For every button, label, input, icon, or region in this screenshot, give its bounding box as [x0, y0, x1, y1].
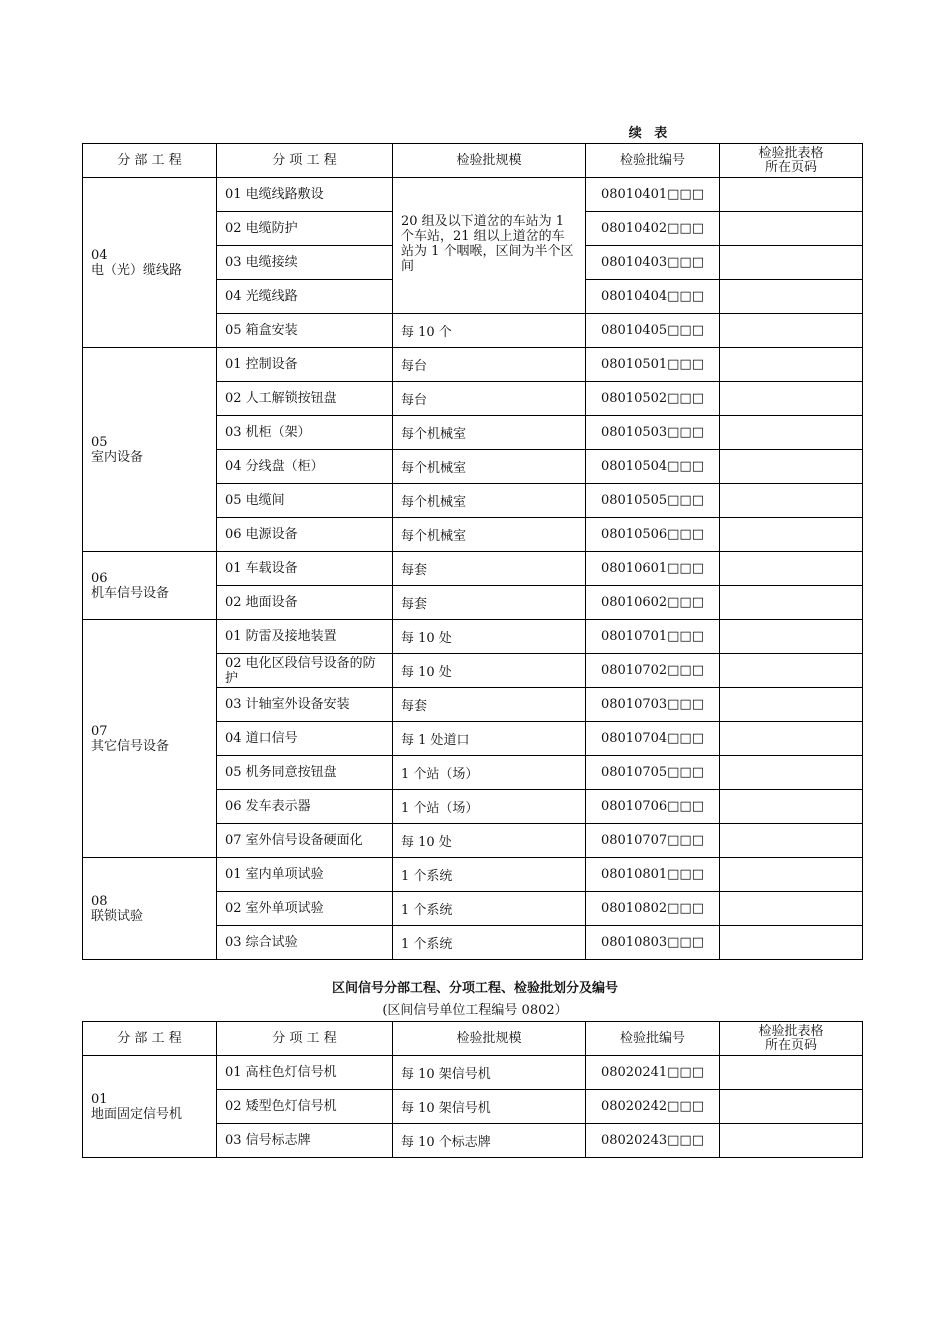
inspection-number-cell: 08010502□□□ [586, 382, 720, 416]
division-cell [83, 348, 217, 552]
scale-cell: 每个机械室 [393, 484, 586, 518]
inspection-number-cell: 08010504□□□ [586, 450, 720, 484]
header-page: 检验批表格 所在页码 [720, 1022, 863, 1056]
scale-cell: 每台 [393, 382, 586, 416]
header-scale: 检验批规模 [393, 1022, 586, 1056]
table-row [83, 348, 863, 382]
inspection-number-cell: 08010707□□□ [586, 824, 720, 858]
page-number-cell [720, 654, 863, 688]
division-code: 07 [91, 723, 108, 739]
subitem-cell: 03 计轴室外设备安装 [217, 688, 393, 722]
division-code: 04 [91, 247, 108, 263]
subitem-cell: 01 控制设备 [217, 348, 393, 382]
division-cell [83, 178, 217, 348]
page-number-cell [720, 280, 863, 314]
page-number-cell [720, 756, 863, 790]
header-subitem: 分 项 工 程 [217, 144, 393, 178]
subitem-cell: 03 综合试验 [217, 926, 393, 960]
subitem-cell: 05 机务同意按钮盘 [217, 756, 393, 790]
header-number: 检验批编号 [586, 1022, 720, 1056]
inspection-number-cell: 08010803□□□ [586, 926, 720, 960]
inspection-number-cell: 08010704□□□ [586, 722, 720, 756]
inspection-number-cell: 08010501□□□ [586, 348, 720, 382]
scale-cell: 每套 [393, 586, 586, 620]
subitem-cell: 06 电源设备 [217, 518, 393, 552]
section-subtitle: (区间信号单位工程编号 0802） [382, 1003, 568, 1018]
header-subitem: 分 项 工 程 [217, 1022, 393, 1056]
division-code: 01 [91, 1091, 108, 1107]
subitem-cell: 01 高柱色灯信号机 [217, 1056, 393, 1090]
inspection-number-cell: 08020243□□□ [586, 1124, 720, 1158]
page-number-cell [720, 246, 863, 280]
header-division: 分 部 工 程 [83, 144, 217, 178]
inspection-table-2 [82, 1021, 863, 1158]
page-number-cell [720, 348, 863, 382]
table-header-row [83, 144, 863, 178]
page-number-cell [720, 178, 863, 212]
scale-cell: 1 个站（场） [393, 790, 586, 824]
subitem-cell: 02 电化区段信号设备的防护 [217, 654, 393, 688]
inspection-number-cell: 08010402□□□ [586, 212, 720, 246]
page-number-cell [720, 892, 863, 926]
inspection-number-cell: 08010503□□□ [586, 416, 720, 450]
page-number-cell [720, 688, 863, 722]
division-cell [83, 858, 217, 960]
inspection-number-cell: 08010601□□□ [586, 552, 720, 586]
inspection-table-1 [82, 143, 863, 960]
header-scale: 检验批规模 [393, 144, 586, 178]
continued-label: 续 表 [628, 126, 672, 141]
scale-cell: 1 个系统 [393, 858, 586, 892]
subitem-cell: 05 箱盒安装 [217, 314, 393, 348]
header-division: 分 部 工 程 [83, 1022, 217, 1056]
division-cell [83, 552, 217, 620]
subitem-cell: 01 室内单项试验 [217, 858, 393, 892]
division-name: 室内设备 [91, 449, 144, 465]
header-page: 检验批表格 所在页码 [720, 144, 863, 178]
page-number-cell [720, 1056, 863, 1090]
subitem-cell: 02 人工解锁按钮盘 [217, 382, 393, 416]
subitem-cell: 03 电缆接续 [217, 246, 393, 280]
page-number-cell [720, 450, 863, 484]
subitem-cell: 04 道口信号 [217, 722, 393, 756]
subitem-cell: 01 防雷及接地装置 [217, 620, 393, 654]
scale-cell: 每 10 处 [393, 620, 586, 654]
scale-cell: 1 个系统 [393, 926, 586, 960]
scale-cell: 每 1 处道口 [393, 722, 586, 756]
division-name: 电（光）缆线路 [91, 262, 183, 278]
table-row [83, 620, 863, 654]
subitem-cell: 02 电缆防护 [217, 212, 393, 246]
inspection-number-cell: 08010401□□□ [586, 178, 720, 212]
scale-cell: 1 个系统 [393, 892, 586, 926]
scale-cell: 每 10 架信号机 [393, 1056, 586, 1090]
inspection-number-cell: 08010706□□□ [586, 790, 720, 824]
subitem-cell: 02 地面设备 [217, 586, 393, 620]
scale-cell: 每 10 个 [393, 314, 586, 348]
division-name: 联锁试验 [91, 908, 144, 924]
page-number-cell [720, 518, 863, 552]
page-number-cell [720, 314, 863, 348]
inspection-number-cell: 08010404□□□ [586, 280, 720, 314]
inspection-number-cell: 08010505□□□ [586, 484, 720, 518]
section-title: 区间信号分部工程、分项工程、检验批划分及编号 [331, 981, 618, 996]
inspection-number-cell: 08010801□□□ [586, 858, 720, 892]
scale-cell: 每 10 处 [393, 654, 586, 688]
page-number-cell [720, 382, 863, 416]
scale-cell-shared: 20 组及以下道岔的车站为 1 个车站，21 组以上道岔的车站为 1 个咽喉，区间为半个区间 [393, 178, 586, 314]
division-name: 其它信号设备 [91, 738, 170, 754]
subitem-cell: 01 车载设备 [217, 552, 393, 586]
page-number-cell [720, 1090, 863, 1124]
scale-cell: 每台 [393, 348, 586, 382]
scale-cell: 1 个站（场） [393, 756, 586, 790]
table-row [83, 178, 863, 212]
page-number-cell [720, 1124, 863, 1158]
scale-cell: 每套 [393, 688, 586, 722]
page-number-cell [720, 858, 863, 892]
subitem-cell: 01 电缆线路敷设 [217, 178, 393, 212]
subitem-cell: 04 分线盘（柜） [217, 450, 393, 484]
inspection-number-cell: 08010701□□□ [586, 620, 720, 654]
division-code: 08 [91, 893, 108, 909]
table-header-row [83, 1022, 863, 1056]
page-number-cell [720, 824, 863, 858]
page-number-cell [720, 790, 863, 824]
inspection-number-cell: 08020241□□□ [586, 1056, 720, 1090]
inspection-number-cell: 08010703□□□ [586, 688, 720, 722]
subitem-cell: 05 电缆间 [217, 484, 393, 518]
inspection-number-cell: 08020242□□□ [586, 1090, 720, 1124]
page-number-cell [720, 586, 863, 620]
table-row [83, 552, 863, 586]
page-number-cell [720, 620, 863, 654]
inspection-number-cell: 08010403□□□ [586, 246, 720, 280]
subitem-cell: 03 信号标志牌 [217, 1124, 393, 1158]
subitem-cell: 02 矮型色灯信号机 [217, 1090, 393, 1124]
division-name: 机车信号设备 [91, 585, 170, 601]
scale-cell: 每套 [393, 552, 586, 586]
page-number-cell [720, 484, 863, 518]
subitem-cell: 03 机柜（架） [217, 416, 393, 450]
page-number-cell [720, 722, 863, 756]
page-number-cell [720, 212, 863, 246]
division-cell [83, 1056, 217, 1158]
subitem-cell: 07 室外信号设备硬面化 [217, 824, 393, 858]
inspection-number-cell: 08010405□□□ [586, 314, 720, 348]
scale-cell: 每个机械室 [393, 416, 586, 450]
division-code: 05 [91, 434, 108, 450]
table-row [83, 858, 863, 892]
table-row [83, 1056, 863, 1090]
scale-cell: 每 10 个标志牌 [393, 1124, 586, 1158]
inspection-number-cell: 08010506□□□ [586, 518, 720, 552]
subitem-cell: 06 发车表示器 [217, 790, 393, 824]
division-name: 地面固定信号机 [91, 1106, 183, 1122]
division-cell [83, 620, 217, 858]
inspection-number-cell: 08010705□□□ [586, 756, 720, 790]
scale-cell: 每 10 处 [393, 824, 586, 858]
header-number: 检验批编号 [586, 144, 720, 178]
subitem-cell: 02 室外单项试验 [217, 892, 393, 926]
scale-cell: 每个机械室 [393, 518, 586, 552]
scale-cell: 每个机械室 [393, 450, 586, 484]
subitem-cell: 04 光缆线路 [217, 280, 393, 314]
inspection-number-cell: 08010802□□□ [586, 892, 720, 926]
page-number-cell [720, 926, 863, 960]
page-number-cell [720, 416, 863, 450]
division-code: 06 [91, 570, 108, 586]
page-number-cell [720, 552, 863, 586]
scale-cell: 每 10 架信号机 [393, 1090, 586, 1124]
inspection-number-cell: 08010702□□□ [586, 654, 720, 688]
inspection-number-cell: 08010602□□□ [586, 586, 720, 620]
